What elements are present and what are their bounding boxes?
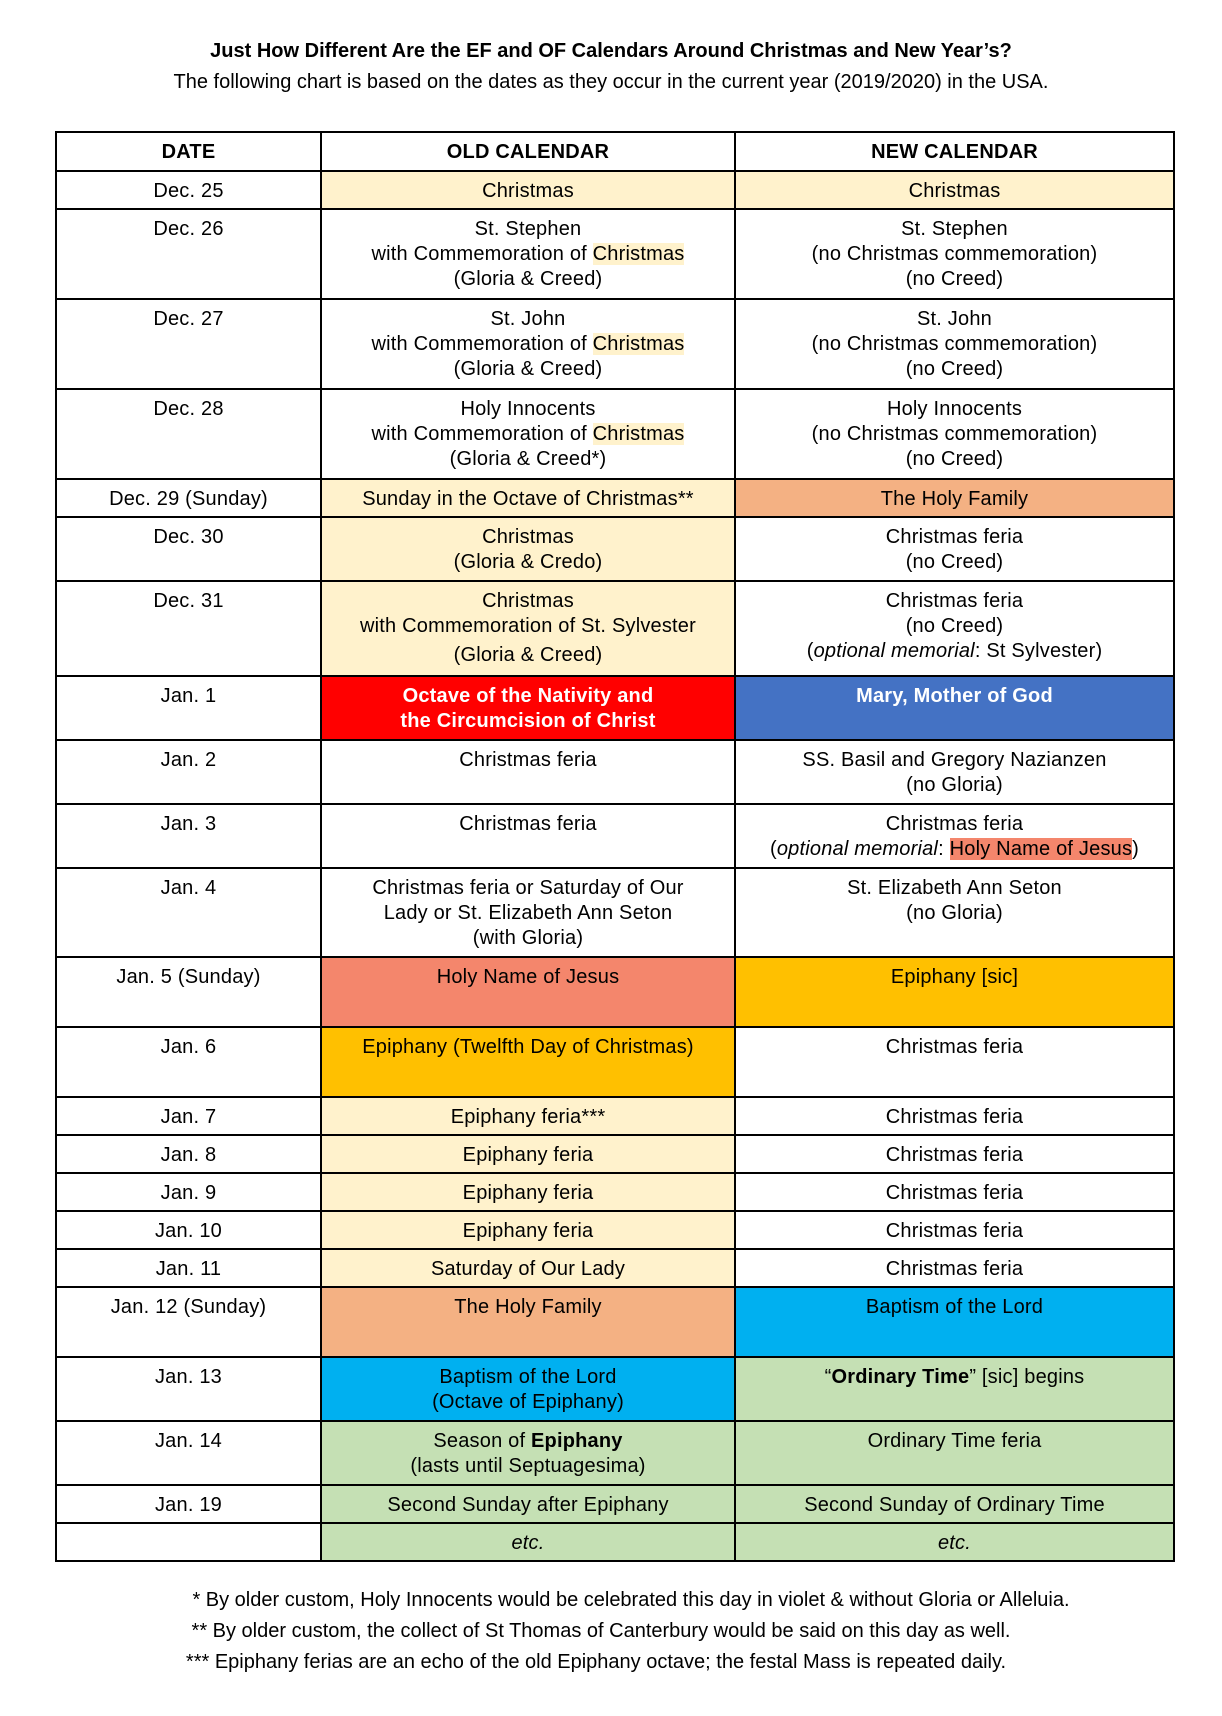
cell-text: (no Gloria) [906,774,1003,796]
cell-text: (no Creed) [905,358,1004,380]
cell-text: St. Stephen [901,218,1008,240]
table-row [56,299,1174,389]
new-calendar-cell [735,517,1174,581]
cell-text: : St Sylvester) [974,640,1103,662]
new-calendar-cell: etc. [735,1523,1174,1561]
old-calendar-cell [321,299,735,389]
old-calendar-cell [321,209,735,299]
cell-text: Octave of the Nativity and [402,685,654,707]
new-calendar-cell [735,804,1174,868]
old-calendar-cell [321,676,735,740]
cell-text: ( [806,640,814,662]
table-row [56,171,1174,209]
table-row [56,517,1174,581]
old-calendar-cell: Saturday of Our Lady [321,1249,735,1287]
new-calendar-cell [735,171,1174,209]
table-row [56,804,1174,868]
cell-text: with Commemoration of [371,243,593,265]
date-cell: Jan. 12 (Sunday) [56,1287,321,1357]
cell-text: (Gloria & Creed*) [449,448,607,470]
table-row [56,209,1174,299]
cell-text: Christmas [482,590,574,612]
date-cell: Jan. 9 [56,1173,321,1211]
highlighted-text: Christmas [592,333,685,355]
date-cell: Jan. 19 [56,1485,321,1523]
cell-text: St. John [917,308,992,330]
footnote: * By older custom, Holy Innocents would be celebrated this day in violet & without Gloria or Alleluia. [192,1589,1070,1611]
cell-text: (with Gloria) [472,927,584,949]
cell-text: “ [824,1366,832,1388]
old-calendar-cell [321,171,735,209]
new-calendar-cell: The Holy Family [735,479,1174,517]
date-cell: Jan. 13 [56,1357,321,1421]
bold-text: Epiphany [531,1430,623,1452]
cell-text-line [326,422,730,447]
cell-text: Christmas feria [885,590,1024,612]
header-row [56,132,1174,171]
new-calendar-cell [735,1357,1174,1421]
cell-text: ) [1132,838,1140,860]
old-calendar-cell: Christmas feria [321,740,735,804]
new-calendar-cell: Mary, Mother of God [735,676,1174,740]
old-calendar-cell [321,389,735,479]
date-cell: Jan. 6 [56,1027,321,1097]
date-cell: Jan. 3 [56,804,321,868]
date-cell: Jan. 2 [56,740,321,804]
old-calendar-cell: Epiphany feria [321,1211,735,1249]
cell-text: Christmas [482,526,574,548]
cell-text: (no Creed) [905,615,1004,637]
table-row [56,1421,1174,1485]
date-cell: Jan. 1 [56,676,321,740]
new-calendar-cell [735,740,1174,804]
header-old-calendar: OLD CALENDAR [321,132,735,171]
new-calendar-cell [735,389,1174,479]
date-cell: Jan. 8 [56,1135,321,1173]
new-calendar-cell: Christmas feria [735,1249,1174,1287]
date-cell: Jan. 4 [56,868,321,957]
old-calendar-cell: Epiphany (Twelfth Day of Christmas) [321,1027,735,1097]
date-cell: Jan. 10 [56,1211,321,1249]
cell-text: St. Stephen [474,218,582,240]
new-calendar-cell: Second Sunday of Ordinary Time [735,1485,1174,1523]
new-calendar-cell: Christmas feria [735,1211,1174,1249]
cell-text: (no Creed) [905,448,1004,470]
footnote: ** By older custom, the collect of St Thomas of Canterbury would be said on this day as well. [191,1620,1011,1642]
cell-text: : [938,838,950,860]
cell-text: Christmas feria [885,526,1024,548]
old-calendar-cell: Epiphany feria [321,1173,735,1211]
italic-text: optional memorial [813,640,975,662]
table-row [56,1211,1174,1249]
new-calendar-cell: Christmas feria [735,1097,1174,1135]
cell-text: (Gloria & Creed) [453,644,603,666]
new-calendar-cell: Epiphany [sic] [735,957,1174,1027]
table-row [56,389,1174,479]
table-row [56,1135,1174,1173]
date-cell: Dec. 31 [56,581,321,676]
new-calendar-cell: Christmas feria [735,1027,1174,1097]
footnote: *** Epiphany ferias are an echo of the old Epiphany octave; the festal Mass is repeated daily. [185,1651,1007,1673]
old-calendar-cell: Epiphany feria [321,1135,735,1173]
cell-text-line [326,242,730,267]
cell-text: St. Elizabeth Ann Seton [847,877,1062,899]
date-cell: Jan. 7 [56,1097,321,1135]
calendar-table [55,131,1175,1562]
cell-text-line [326,1429,730,1454]
old-calendar-cell [321,581,735,676]
cell-text: with Commemoration of [371,333,593,355]
bold-text: Ordinary Time [831,1366,970,1388]
footnotes [0,1585,1222,1678]
table-row [56,1357,1174,1421]
header-new-calendar: NEW CALENDAR [735,132,1174,171]
cell-text: Season of [433,1430,531,1452]
date-cell: Jan. 11 [56,1249,321,1287]
table-row [56,868,1174,957]
table-row [56,676,1174,740]
cell-text: Baptism of the Lord [439,1366,617,1388]
date-cell: Jan. 14 [56,1421,321,1485]
date-cell: Dec. 26 [56,209,321,299]
cell-text: Lady or St. Elizabeth Ann Seton [383,902,673,924]
date-cell: Dec. 28 [56,389,321,479]
table-row [56,1249,1174,1287]
date-cell: Dec. 29 (Sunday) [56,479,321,517]
cell-text: SS. Basil and Gregory Nazianzen [802,749,1107,771]
old-calendar-cell [321,1421,735,1485]
cell-text: (no Christmas commemoration) [811,423,1098,445]
cell-text: Holy Innocents [886,398,1023,420]
cell-text: (Octave of Epiphany) [432,1391,624,1413]
page-subtitle: The following chart is based on the dates as they occur in the current year (2019/2020) in the USA. [173,71,1049,93]
cell-text: Christmas feria or Saturday of Our [372,877,684,899]
old-calendar-cell [321,1357,735,1421]
table-row [56,1173,1174,1211]
cell-text: Christmas [482,180,574,202]
old-calendar-cell: Christmas feria [321,804,735,868]
highlighted-text: Holy Name of Jesus [949,838,1133,860]
date-cell: Dec. 25 [56,171,321,209]
cell-text: the Circumcision of Christ [400,710,656,732]
cell-text: (no Creed) [905,268,1004,290]
new-calendar-cell [735,209,1174,299]
cell-text: (no Gloria) [906,902,1003,924]
cell-text-line [740,837,1169,862]
date-cell: Jan. 5 (Sunday) [56,957,321,1027]
cell-text: ( [769,838,777,860]
highlighted-text: Christmas [592,243,685,265]
cell-text: ” [sic] begins [969,1366,1085,1388]
cell-text: (Gloria & Creed) [453,358,603,380]
table-row [56,1097,1174,1135]
page-title: Just How Different Are the EF and OF Calendars Around Christmas and New Year’s? [210,40,1012,62]
old-calendar-cell [321,517,735,581]
new-calendar-cell: Christmas feria [735,1135,1174,1173]
new-calendar-cell: Ordinary Time feria [735,1421,1174,1485]
table-row [56,479,1174,517]
cell-text: St. John [490,308,566,330]
cell-text: (Gloria & Creed) [453,268,603,290]
new-calendar-cell [735,581,1174,676]
old-calendar-cell: Holy Name of Jesus [321,957,735,1027]
cell-text: (no Creed) [905,551,1004,573]
date-cell: Dec. 27 [56,299,321,389]
header-date: DATE [56,132,321,171]
cell-text: Christmas [908,180,1001,202]
date-cell: Dec. 30 [56,517,321,581]
cell-text: (no Christmas commemoration) [811,333,1098,355]
table-row [56,740,1174,804]
cell-text-line [740,639,1169,664]
cell-text: (Gloria & Credo) [453,551,603,573]
cell-text: Holy Innocents [460,398,596,420]
cell-text: with Commemoration of [371,423,593,445]
cell-text-line [326,332,730,357]
cell-text: (no Christmas commemoration) [811,243,1098,265]
old-calendar-cell [321,868,735,957]
table-row [56,1485,1174,1523]
old-calendar-cell: Second Sunday after Epiphany [321,1485,735,1523]
new-calendar-cell: Christmas feria [735,1173,1174,1211]
cell-text: (lasts until Septuagesima) [410,1455,646,1477]
new-calendar-cell [735,868,1174,957]
table-row [56,1287,1174,1357]
new-calendar-cell: Baptism of the Lord [735,1287,1174,1357]
table-row [56,1523,1174,1561]
table-row [56,1027,1174,1097]
old-calendar-cell: Sunday in the Octave of Christmas** [321,479,735,517]
new-calendar-cell [735,299,1174,389]
table-row [56,957,1174,1027]
cell-text: with Commemoration of St. Sylvester [360,615,696,637]
cell-text: Christmas feria [885,813,1024,835]
highlighted-text: Christmas [592,423,685,445]
italic-text: optional memorial [776,838,939,860]
table-row [56,581,1174,676]
old-calendar-cell: The Holy Family [321,1287,735,1357]
date-cell [56,1523,321,1561]
old-calendar-cell: Epiphany feria*** [321,1097,735,1135]
old-calendar-cell: etc. [321,1523,735,1561]
